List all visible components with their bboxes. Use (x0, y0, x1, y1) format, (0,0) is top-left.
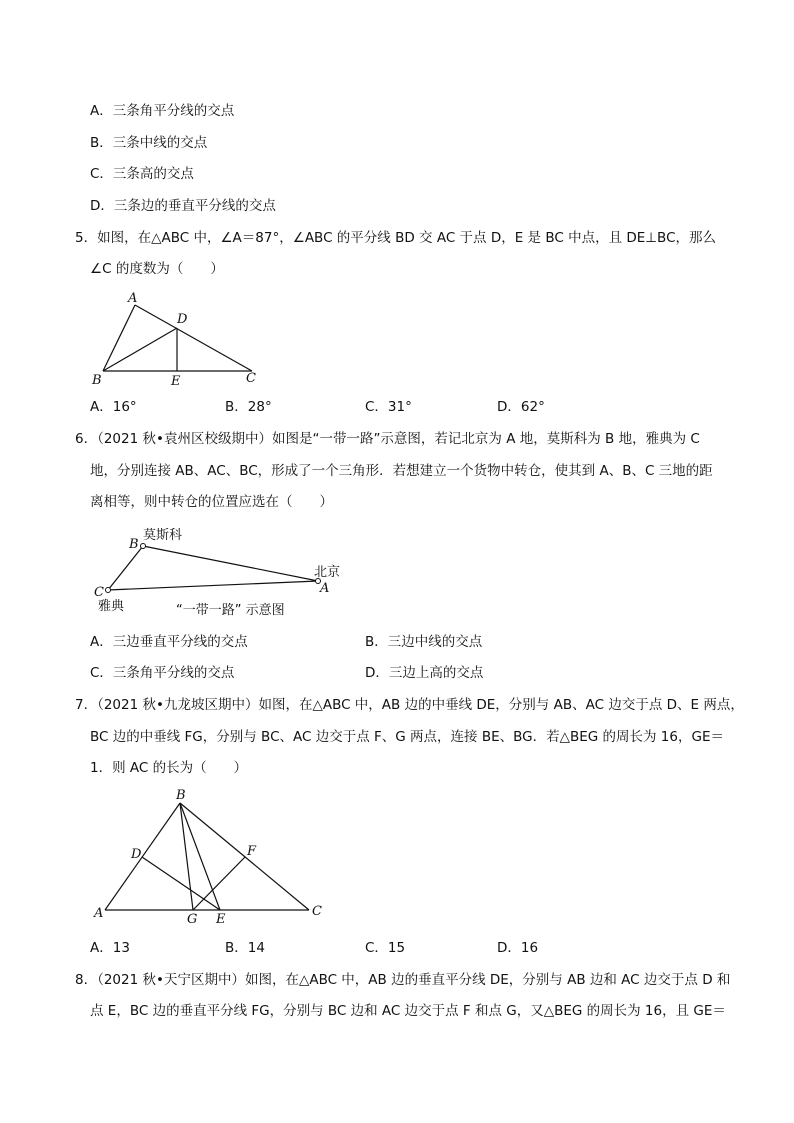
q5-stem-line2: ∠C 的度数为（ ） (90, 261, 224, 277)
q5-option-a: A．16° (90, 399, 137, 415)
q5-stem-line1: 5．如图，在△ABC 中，∠A＝87°，∠ABC 的平分线 BD 交 AC 于点 D，E 是 BC 中点，且 DE⊥BC，那么 (75, 230, 717, 246)
q7-label-f: F (247, 844, 257, 859)
q6-stem-line3: 离相等，则中转仓的位置应选在（ ） (90, 494, 333, 510)
q7-stem-line1: 7．（2021 秋•九龙坡区期中）如图，在△ABC 中，AB 边的中垂线 DE，分别与 AB、AC 边交于点 D、E 两点， (75, 697, 744, 713)
q6-stem-line2: 地，分别连接 AB、AC、BC，形成了一个三角形．若想建立一个货物中转仓，使其到 A、B、C 三地的距 (90, 463, 713, 479)
q6-label-beijing: 北京 (314, 565, 341, 580)
q6-label-b: B (129, 537, 139, 552)
q5-label-d: D (177, 312, 188, 327)
q7-label-c: C (312, 904, 322, 919)
q7-segment-ab (105, 803, 180, 910)
q6-figure-caption: “一带一路” 示意图 (176, 603, 285, 618)
q5-label-a: A (128, 291, 138, 306)
q5-label-c: C (246, 371, 256, 386)
q7-option-d: D．16 (497, 940, 539, 956)
q7-label-b: B (176, 788, 186, 803)
q4-option-a: A．三条角平分线的交点 (90, 103, 235, 119)
q5-option-c: C．31° (365, 399, 412, 415)
q7-label-e: E (216, 912, 226, 927)
q6-option-c: C．三条角平分线的交点 (90, 665, 235, 681)
q5-option-d: D．62° (497, 399, 545, 415)
q7-segment-fg (193, 857, 245, 910)
q6-label-a: A (320, 581, 330, 596)
q6-option-d: D．三边上高的交点 (365, 665, 484, 681)
q8-stem-line2: 点 E，BC 边的垂直平分线 FG，分别与 BC 边和 AC 边交于点 F 和点 G，又△BEG 的周长为 16，且 GE＝ (90, 1003, 726, 1019)
q6-option-a: A．三边垂直平分线的交点 (90, 634, 248, 650)
q4-option-b: B．三条中线的交点 (90, 135, 208, 151)
q6-label-athens: 雅典 (98, 599, 125, 614)
q8-stem-line1: 8．（2021 秋•天宁区期中）如图，在△ABC 中，AB 边的垂直平分线 DE，分别与 AB 边和 AC 边交于点 D 和 (75, 972, 731, 988)
q6-label-moscow: 莫斯科 (143, 528, 183, 543)
q7-label-a: A (94, 906, 104, 921)
q6-label-c: C (94, 585, 104, 600)
q7-option-c: C．15 (365, 940, 406, 956)
q5-label-b: B (92, 373, 102, 388)
q4-option-c: C．三条高的交点 (90, 166, 194, 182)
q6-option-b: B．三边中线的交点 (365, 634, 483, 650)
q7-stem-line3: 1．则 AC 的长为（ ） (90, 760, 248, 776)
q6-stem-line1: 6．（2021 秋•袁州区校级期中）如图是“一带一路”示意图，若记北京为 A 地，莫斯科为 B 地，雅典为 C (75, 431, 700, 447)
q7-option-a: A．13 (90, 940, 130, 956)
q7-label-d: D (131, 847, 142, 862)
q4-option-d: D．三条边的垂直平分线的交点 (90, 198, 276, 214)
q7-stem-line2: BC 边的中垂线 FG，分别与 BC、AC 边交于点 F、G 两点，连接 BE、BG．若△BEG 的周长为 16，GE＝ (90, 729, 724, 745)
q7-segment-de (142, 857, 220, 910)
q5-option-b: B．28° (225, 399, 272, 415)
q7-option-b: B．14 (225, 940, 265, 956)
q7-segment-bc (180, 803, 309, 910)
q7-label-g: G (187, 912, 198, 927)
q5-label-e: E (171, 374, 181, 389)
